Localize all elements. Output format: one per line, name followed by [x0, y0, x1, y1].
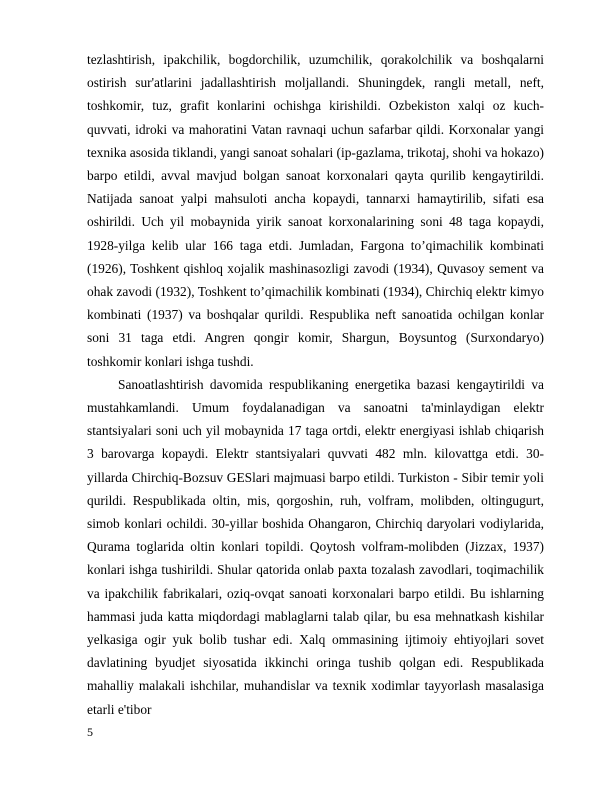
page-number: 5 — [87, 725, 93, 739]
body-paragraph-1: tezlashtirish, ipakchilik, bogdorchilik, uzumchilik, qorakolchilik va boshqalarni ostirish sur'atlarini jadallashtirish moljallandi. Shuningdek, rangli metall, neft, toshkomir, tuz, grafit konlarini ochishga kirishildi. Ozbekiston xalqi oz kuch-quvvati, idroki va mahoratini Vatan ravnaqi uchun safarbar qildi. Korxonalar yangi texnika asosida tiklandi, yangi sanoat sohalari (ip-gazlama, trikotaj, shohi va hokazo) barpo etildi, avval mavjud bolgan sanoat korxonalari qayta qurilib kengaytirildi. Natijada sanoat yalpi mahsuloti ancha kopaydi, tannarxi hamaytirilib, sifati esa oshirildi. Uch yil mobaynida yirik sanoat korxonalarining soni 48 taga kopaydi, 1928-yilga kelib ular 166 taga etdi. Jumladan, Fargona to’qimachilik kombinati (1926), Toshkent qishloq xojalik mashinasozligi zavodi (1934), Quvasoy sement va ohak zavodi (1932), Toshkent to’qimachilik kombinati (1934), Chirchiq elektr kimyo kombinati (1937) va boshqalar qurildi. Respublika neft sanoatida ochilgan konlar soni 31 taga etdi. Angren qongir komir, Shargun, Boysuntog (Surxondaryo) toshkomir konlari ishga tushdi. — [87, 52, 545, 369]
body-paragraph-2: Sanoatlashtirish davomida respublikaning energetika bazasi kengaytirildi va mustahkamlandi. Umum foydalanadigan va sanoatni ta'minlaydigan elektr stantsiyalari soni uch yil mobaynida 17 taga ortdi, elektr energiyasi ishlab chiqarish 3 barovarga kopaydi. Elektr stantsiyalari quvvati 482 mln. kilovattga etdi. 30-yillarda Chirchiq-Bozsuv GESlari majmuasi barpo etildi. Turkiston - Sibir temir yoli qurildi. Respublikada oltin, mis, qorgoshin, ruh, volfram, molibden, oltingugurt, simob konlari ochildi. 30-yillar boshida Ohangaron, Chirchiq daryolari vodiylarida, Qurama toglarida oltin konlari topildi. Qoytosh volfram-molibden (Jizzax, 1937) konlari ishga tushirildi. Shular qatorida onlab paxta tozalash zavodlari, toqimachilik va ipakchilik fabrikalari, oziq-ovqat sanoati korxonalari barpo etildi. Bu ishlarning hammasi juda katta miqdordagi mablaglarni talab qilar, bu esa mehnatkash kishilar yelkasiga ogir yuk bolib tushar edi. Xalq ommasining ijtimoiy ehtiyojlari sovet davlatining byudjet siyosatida ikkinchi oringa tushib qolgan edi. Respublikada mahalliy malakali ishchilar, muhandislar va texnik xodimlar tayyorlash masalasiga etarli e'tibor — [87, 376, 544, 717]
document-page — [87, 48, 544, 721]
